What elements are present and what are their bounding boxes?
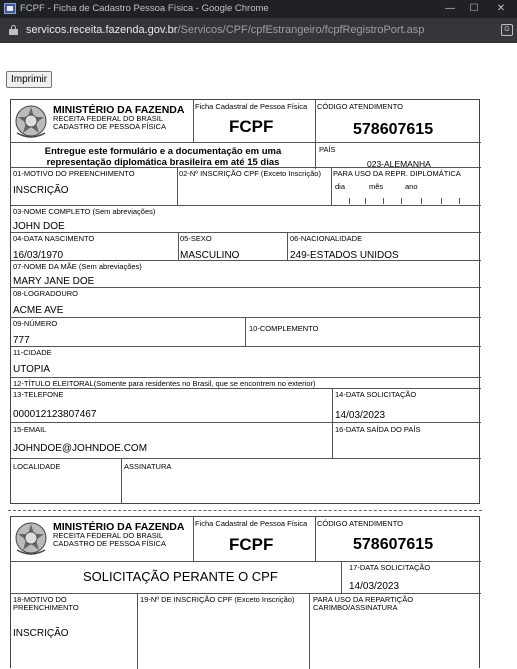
nacionalidade-label: 06-NACIONALIDADE: [290, 234, 363, 243]
logradouro-value: ACME AVE: [13, 305, 64, 316]
numero-label: 09-NÚMERO: [13, 319, 58, 328]
codigo-label: CÓDIGO ATENDIMENTO: [317, 102, 403, 111]
telefone-label: 13-TELEFONE: [13, 390, 64, 399]
ministry-title: MINISTÉRIO DA FAZENDA: [53, 521, 185, 533]
data-solicitacao-label: 17-DATA SOLICITAÇÃO: [349, 563, 431, 572]
fcpf-title: FCPF: [229, 535, 274, 554]
uso-diplomatica-label: PARA USO DA REPR. DIPLOMÁTICA: [333, 169, 461, 178]
ministry-sub1: RECEITA FEDERAL DO BRASIL: [53, 531, 164, 540]
telefone-value: 000012123807467: [13, 409, 97, 420]
ano-label: ano: [405, 182, 418, 191]
sexo-label: 05-SEXO: [180, 234, 212, 243]
window-title: FCPF - Ficha de Cadastro Pessoa Física - Google Chrome: [20, 3, 269, 14]
nascimento-label: 04-DATA NASCIMENTO: [13, 234, 95, 243]
email-label: 15-EMAIL: [13, 425, 47, 434]
motivo-label-2: PREENCHIMENTO: [13, 603, 79, 612]
print-button[interactable]: Imprimir: [6, 71, 52, 88]
address-bar[interactable]: [0, 18, 517, 43]
coat-of-arms-icon: [13, 520, 49, 556]
pais-label: PAÍS: [319, 145, 336, 154]
solicitacao-title: SOLICITAÇÃO PERANTE O CPF: [83, 569, 278, 584]
pais-value: 023-ALEMANHA: [367, 159, 431, 169]
data-solicitacao-value: 14/03/2023: [349, 581, 400, 592]
complemento-label: 10-COMPLEMENTO: [249, 324, 319, 333]
carimbo-label: CARIMBO/ASSINATURA: [313, 603, 398, 612]
maximize-button[interactable]: ☐: [469, 3, 479, 14]
ficha-label: Ficha Cadastral de Pessoa Física: [195, 102, 308, 111]
fcpf-form: [10, 99, 480, 504]
cidade-value: UTOPIA: [13, 364, 51, 375]
data-solicitacao-value: 14/03/2023: [335, 410, 386, 421]
numero-value: 777: [13, 335, 30, 346]
motivo-label: 01-MOTIVO DO PREENCHIMENTO: [13, 169, 135, 178]
sexo-value: MASCULINO: [180, 250, 240, 261]
window-titlebar: [0, 0, 517, 18]
ministry-sub2: CADASTRO DE PESSOA FÍSICA: [53, 122, 166, 131]
dia-label: dia: [335, 182, 346, 191]
mes-label: mês: [369, 182, 384, 191]
coat-of-arms-icon: [13, 103, 49, 139]
logradouro-label: 08-LOGRADOURO: [13, 289, 79, 298]
url-text[interactable]: [26, 24, 424, 36]
ministry-title: MINISTÉRIO DA FAZENDA: [53, 104, 185, 116]
instruction-text: Entregue este formulário e a documentação em uma representação diplomática brasileira em até 15 dias: [44, 146, 282, 168]
fcpf-receipt: [10, 516, 480, 668]
lock-icon[interactable]: [9, 25, 18, 35]
data-saida-label: 16-DATA SAÍDA DO PAÍS: [335, 425, 421, 434]
nome-label: 03-NOME COMPLETO (Sem abreviações): [13, 207, 156, 216]
ministry-sub2: CADASTRO DE PESSOA FÍSICA: [53, 539, 166, 548]
nome-value: JOHN DOE: [13, 221, 65, 232]
uso-reparticao-label: PARA USO DA REPARTIÇÃO: [313, 595, 414, 604]
cut-line: [8, 510, 482, 511]
nacionalidade-value: 249-ESTADOS UNIDOS: [290, 250, 399, 261]
motivo-value: INSCRIÇÃO: [13, 628, 69, 639]
assinatura-label: ASSINATURA: [124, 462, 172, 471]
translate-icon[interactable]: G: [501, 24, 513, 36]
minimize-button[interactable]: —: [445, 3, 455, 14]
app-icon: [4, 3, 16, 14]
nascimento-value: 16/03/1970: [13, 250, 64, 261]
cidade-label: 11-CIDADE: [13, 348, 52, 357]
codigo-value: 578607615: [353, 536, 434, 553]
close-button[interactable]: ✕: [496, 3, 506, 14]
motivo-label: 18-MOTIVO DO: [13, 595, 67, 604]
url-path: /Servicos/CPF/cpfEstrangeiro/fcpfRegistroPort.asp: [177, 24, 425, 36]
titulo-label: 12-TÍTULO ELEITORAL(Somente para residentes no Brasil, que se encontrem no exterior): [13, 379, 316, 388]
codigo-label: CÓDIGO ATENDIMENTO: [317, 519, 403, 528]
ministry-sub1: RECEITA FEDERAL DO BRASIL: [53, 114, 164, 123]
cpf-label: 02-Nº INSCRIÇÃO CPF (Exceto Inscrição): [179, 169, 321, 178]
motivo-value: INSCRIÇÃO: [13, 185, 69, 196]
cpf-label: 19-Nº DE INSCRIÇÃO CPF (Exceto Inscrição): [140, 595, 295, 604]
mae-value: MARY JANE DOE: [13, 276, 95, 287]
fcpf-title: FCPF: [229, 117, 274, 136]
localidade-label: LOCALIDADE: [13, 462, 61, 471]
mae-label: 07-NOME DA MÃE (Sem abreviações): [13, 262, 142, 271]
ficha-label: Ficha Cadastral de Pessoa Física: [195, 519, 308, 528]
url-host: servicos.receita.fazenda.gov.br: [26, 24, 178, 36]
codigo-value: 578607615: [353, 121, 434, 138]
data-solicitacao-label: 14-DATA SOLICITAÇÃO: [335, 390, 417, 399]
email-value: JOHNDOE@JOHNDOE.COM: [13, 443, 148, 454]
